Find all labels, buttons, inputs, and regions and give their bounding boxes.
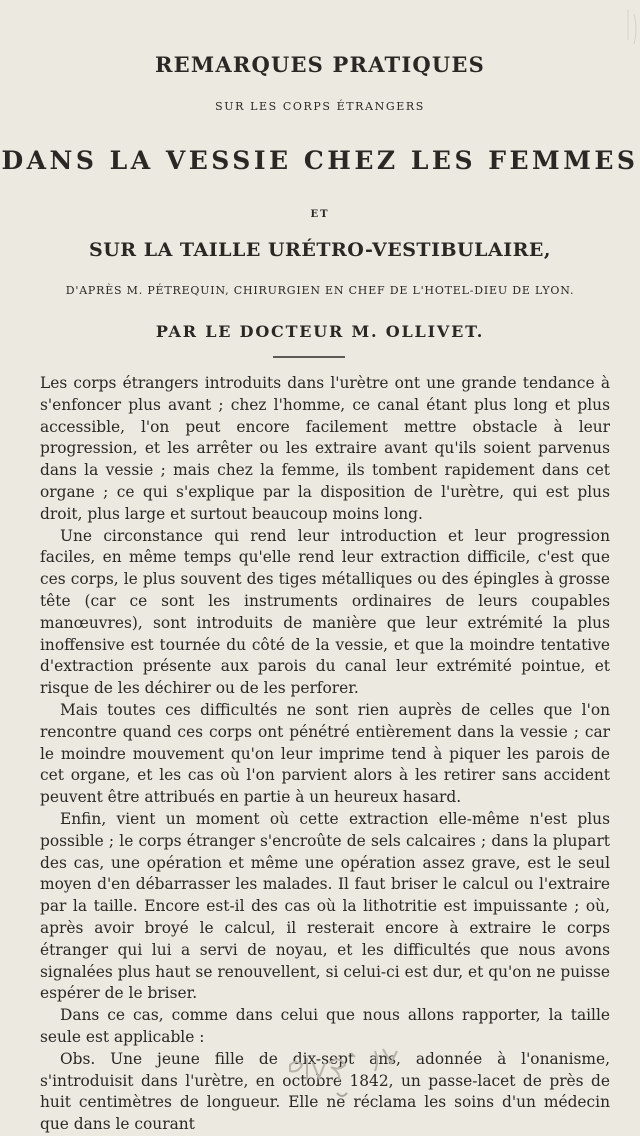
paragraph: Les corps étrangers introduits dans l'urètre ont une grande tendance à s'enfoncer plus avant ; chez l'homme, ce canal étant plus long et plus accessible, l'on peut encore facilement mettre obstacle à leur progression, et les arrêter ou les extraire avant qu'ils soient parvenus dans la vessie ; mais chez la femme, ils tombent rapidement dans cet organe ; ce qui s'explique par la disposition de l'urètre, qui est plus droit, plus large et surtout beaucoup moins long. [40,374,610,523]
main-heading: DANS LA VESSIE CHEZ LES FEMMES [1,146,639,175]
author-line: PAR LE DOCTEUR M. OLLIVET. [155,322,485,341]
article-body [40,373,610,1136]
paragraph: Une circonstance qui rend leur introduction et leur progression faciles, en même temps qu'elle rend leur extraction difficile, c'est que ces corps, le plus souvent des tiges métalliques ou des épingles à grosse tête (car ce sont les instruments ordinaires de leurs coupables manœuvres), sont introduits de manière que leur extrémité la plus inoffensive est tournée du côté de la vessie, et que la moindre tentative d'extraction présente aux parois du canal leur extrémité pointue, et risque de les déchirer ou de les perforer. [40,526,610,698]
library-stamp-mark [285,1043,405,1103]
subtitle: SUR LES CORPS ÉTRANGERS [215,100,425,113]
paragraph: Enfin, vient un moment où cette extraction elle-même n'est plus possible ; le corps étranger s'encroûte de sels calcaires ; dans la plupart des cas, une opération et même une opération assez grave, est le seul moyen d'en débarrasser les malades. Il faut briser le calcul ou l'extraire par la taille. Encore est-il des cas où la lithotritie est impuissante ; où, après avoir broyé le calcul, il resterait encore à extraire le corps étranger qui lui a servi de noyau, et les difficultés que nous avons signalées plus haut se renouvellent, si celui-ci est dur, et qu'on ne puisse espérer de le briser. [40,809,610,1003]
attribution-line: D'APRÈS M. PÉTREQUIN, CHIRURGIEN EN CHEF DE L'HOTEL-DIEU DE LYON. [65,284,575,297]
title-divider [273,356,345,358]
title: REMARQUES PRATIQUES [155,52,485,77]
paragraph: Dans ce cas, comme dans celui que nous allons rapporter, la taille seule est applicable : [40,1006,610,1046]
second-heading: SUR LA TAILLE URÉTRO-VESTIBULAIRE, [89,239,551,261]
margin-speck [600,0,640,60]
observation-paragraph: Obs. Une jeune fille de dix-sept ans, adonnée à l'onanisme, s'introduisit dans l'urètre, en octobre 1842, un passe-lacet de près de huit centimètres de longueur. Elle ne réclama les soins d'un médecin que dans le courant [40,1049,610,1134]
paragraph: Mais toutes ces difficultés ne sont rien auprès de celles que l'on rencontre quand ces corps ont pénétré entièrement dans la vessie ; car le moindre mouvement qu'on leur imprime tend à piquer les parois de cet organe, et les cas où l'on parvient alors à les retirer sans accident peuvent être attribués en partie à un heureux hasard. [40,700,610,807]
conjunction: ET [310,209,330,220]
